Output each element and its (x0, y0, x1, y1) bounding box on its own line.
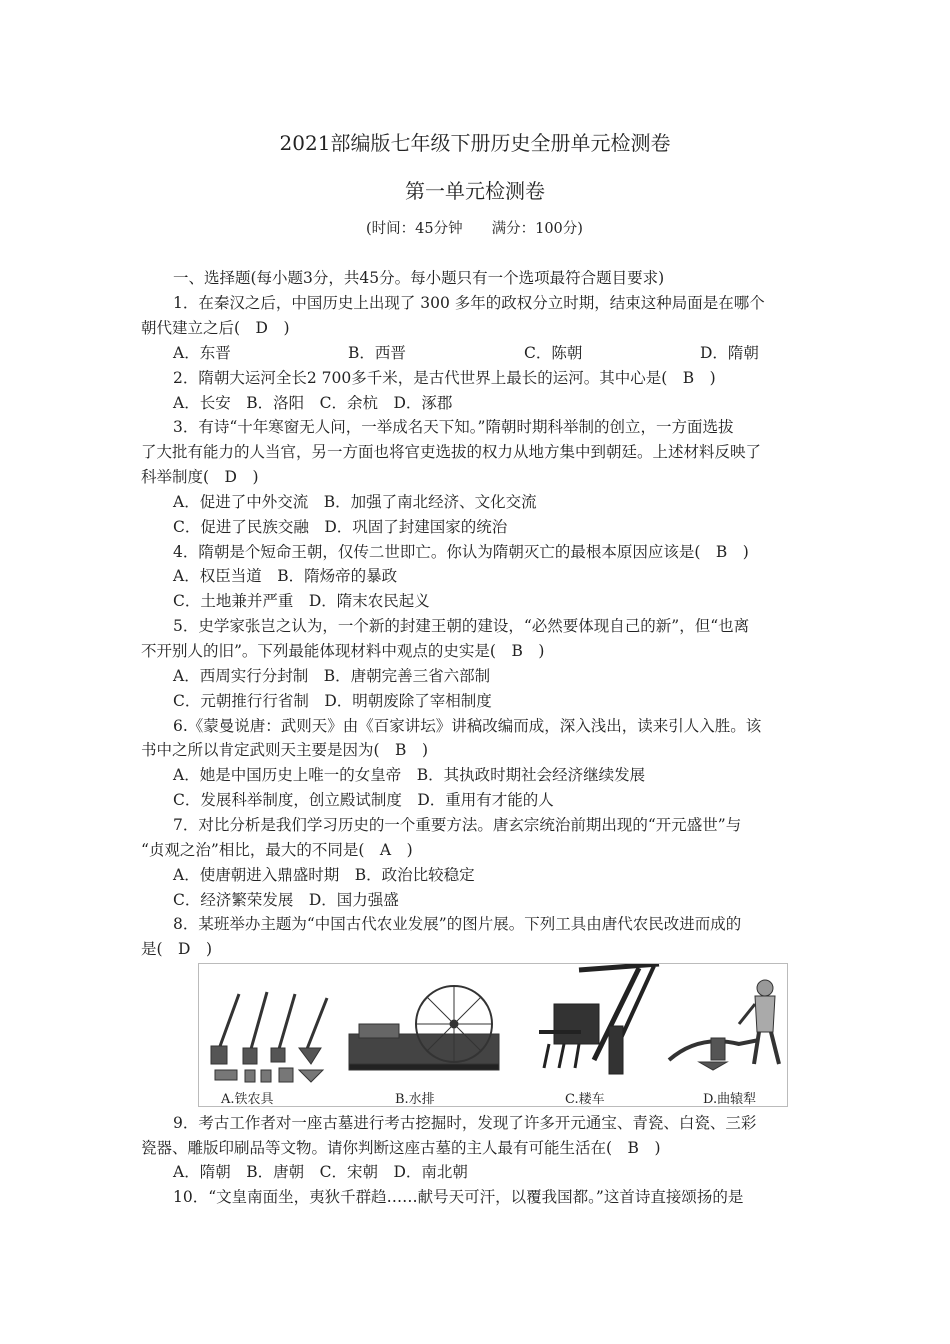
q3-line3: 科举制度( D ) (141, 468, 259, 486)
q10-line1: 10．“文皇南面坐，夷狄千群趋……献号天可汗，以覆我国都。”这首诗直接颂扬的是 (173, 1188, 744, 1206)
q7-line2: “贞观之治”相比，最大的不同是( A ) (141, 841, 413, 859)
iron-tools-image (211, 992, 327, 1082)
q5-options-ab: A．西周实行分封制 B．唐朝完善三省六部制 (173, 667, 491, 685)
q7-options-cd: C．经济繁荣发展 D．国力强盛 (173, 891, 399, 909)
q1-line1: 1．在秦汉之后，中国历史上出现了 300 多年的政权分立时期，结束这种局面是在哪个 (173, 294, 765, 312)
caption-seed-drill: C.耧车 (565, 1092, 605, 1107)
caption-curved-plough: D.曲辕犁 (703, 1092, 757, 1107)
q6-options-ab: A．她是中国历史上唯一的女皇帝 B．其执政时期社会经济继续发展 (173, 766, 646, 784)
q4-line1: 4．隋朝是个短命王朝，仅传二世即亡。你认为隋朝灭亡的最根本原因应该是( B ) (173, 543, 749, 561)
q8-line2: 是( D ) (141, 940, 213, 958)
document-title: 2021部编版七年级下册历史全册单元检测卷 (279, 131, 671, 155)
q1-option-c: C．陈朝 (524, 344, 583, 362)
q5-line1: 5．史学家张岂之认为，一个新的封建王朝的建设，“必然要体现自己的新”，但“也离 (173, 617, 750, 635)
q4-options-ab: A．权臣当道 B．隋炀帝的暴政 (173, 567, 398, 585)
caption-iron-tools: A.铁农具 (221, 1092, 274, 1107)
q3-line2: 了大批有能力的人当官，另一方面也将官吏选拔的权力从地方集中到朝廷。上述材料反映了 (141, 443, 762, 461)
q6-options-cd: C．发展科举制度，创立殿试制度 D．重用有才能的人 (173, 791, 554, 809)
q6-line2: 书中之所以肯定武则天主要是因为( B ) (141, 741, 428, 759)
q3-options-ab: A．促进了中外交流 B．加强了南北经济、文化交流 (173, 493, 537, 511)
q1-option-b: B．西晋 (348, 344, 406, 362)
tools-illustration (199, 964, 787, 1106)
q1-line2: 朝代建立之后( D ) (141, 319, 290, 337)
caption-water-bellows: B.水排 (395, 1092, 435, 1107)
q9-options: A．隋朝 B．唐朝 C．宋朝 D．南北朝 (173, 1163, 468, 1181)
q2-line1: 2．隋朝大运河全长2 700多千米，是古代世界上最长的运河。其中心是( B ) (173, 369, 716, 387)
q3-line1: 3．有诗“十年寒窗无人问，一举成名天下知。”隋朝时期科举制的创立，一方面选拔 (173, 418, 734, 436)
q8-tools-figure (198, 963, 788, 1107)
q7-line1: 7．对比分析是我们学习历史的一个重要方法。唐玄宗统治前期出现的“开元盛世”与 (173, 816, 742, 834)
q5-options-cd: C．元朝推行行省制 D．明朝废除了宰相制度 (173, 692, 492, 710)
q4-options-cd: C．土地兼并严重 D．隋末农民起义 (173, 592, 430, 610)
q5-line2: 不开别人的旧”。下列最能体现材料中观点的史实是( B ) (141, 642, 545, 660)
seed-drill-image (539, 964, 659, 1074)
q9-line2: 瓷器、雕版印刷品等文物。请你判断这座古墓的主人最有可能生活在( B ) (141, 1139, 661, 1157)
q3-options-cd: C．促进了民族交融 D．巩固了封建国家的统治 (173, 518, 508, 536)
section-header: 一、选择题(每小题3分，共45分。每小题只有一个选项最符合题目要求) (173, 269, 665, 287)
q9-line1: 9．考古工作者对一座古墓进行考古挖掘时，发现了许多开元通宝、青瓷、白瓷、三彩 (173, 1114, 757, 1132)
exam-meta: (时间：45分钟 满分：100分) (366, 221, 583, 237)
q8-line1: 8．某班举办主题为“中国古代农业发展”的图片展。下列工具由唐代农民改进而成的 (173, 915, 742, 933)
q6-line1: 6.《蒙曼说唐：武则天》由《百家讲坛》讲稿改编而成，深入浅出，读来引人入胜。该 (173, 717, 762, 735)
water-bellows-image (349, 986, 499, 1070)
q7-options-ab: A．使唐朝进入鼎盛时期 B．政治比较稳定 (173, 866, 475, 884)
q2-options: A．长安 B．洛阳 C．余杭 D．涿郡 (173, 394, 453, 412)
q1-option-d: D．隋朝 (700, 344, 759, 362)
curved-plough-image (669, 980, 779, 1070)
q1-option-a: A．东晋 (173, 344, 231, 362)
unit-title: 第一单元检测卷 (405, 179, 545, 203)
